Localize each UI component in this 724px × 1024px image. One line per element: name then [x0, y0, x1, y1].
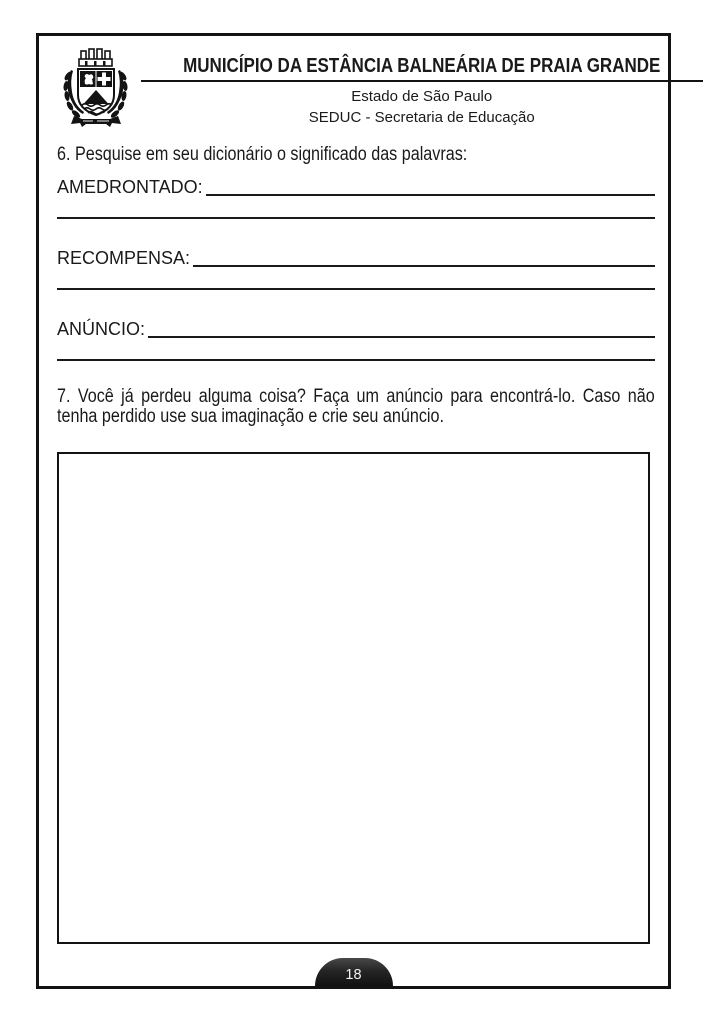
answer-line [206, 194, 655, 196]
page-number-badge [315, 958, 393, 986]
header-text [141, 48, 703, 128]
question-7 [57, 387, 655, 944]
field-label-anuncio: ANÚNCIO: [57, 319, 146, 339]
page-number: 18 [345, 967, 362, 983]
question-6 [57, 143, 655, 361]
answer-box [57, 452, 650, 944]
field-label-amedrontado: AMEDRONTADO: [57, 177, 203, 197]
answer-line [148, 336, 655, 338]
question-6-prompt: 6. Pesquise em seu dicionário o significado das palavras: [57, 144, 468, 165]
header [57, 48, 661, 134]
page-frame [36, 33, 671, 989]
field-label-recompensa: RECOMPENSA: [57, 248, 191, 268]
answer-line-full [57, 288, 655, 290]
subtitle-state: Estado de São Paulo [351, 88, 493, 105]
answer-line-full [57, 217, 655, 219]
subtitle-department: SEDUC - Secretaria de Educação [308, 109, 535, 126]
field-row-anuncio [57, 316, 655, 342]
field-row-amedrontado [57, 174, 655, 200]
coat-of-arms-icon [57, 48, 135, 134]
answer-line-full [57, 359, 655, 361]
answer-line [193, 265, 655, 267]
page-title: MUNICÍPIO DA ESTÂNCIA BALNEÁRIA DE PRAIA GRANDE [183, 55, 661, 77]
title-underline [141, 80, 703, 82]
field-row-recompensa [57, 245, 655, 271]
question-7-prompt: 7. Você já perdeu alguma coisa? Faça um anúncio para encontrá-lo. Caso não tenha perdido use sua imaginação e crie seu anúncio. [57, 386, 655, 427]
